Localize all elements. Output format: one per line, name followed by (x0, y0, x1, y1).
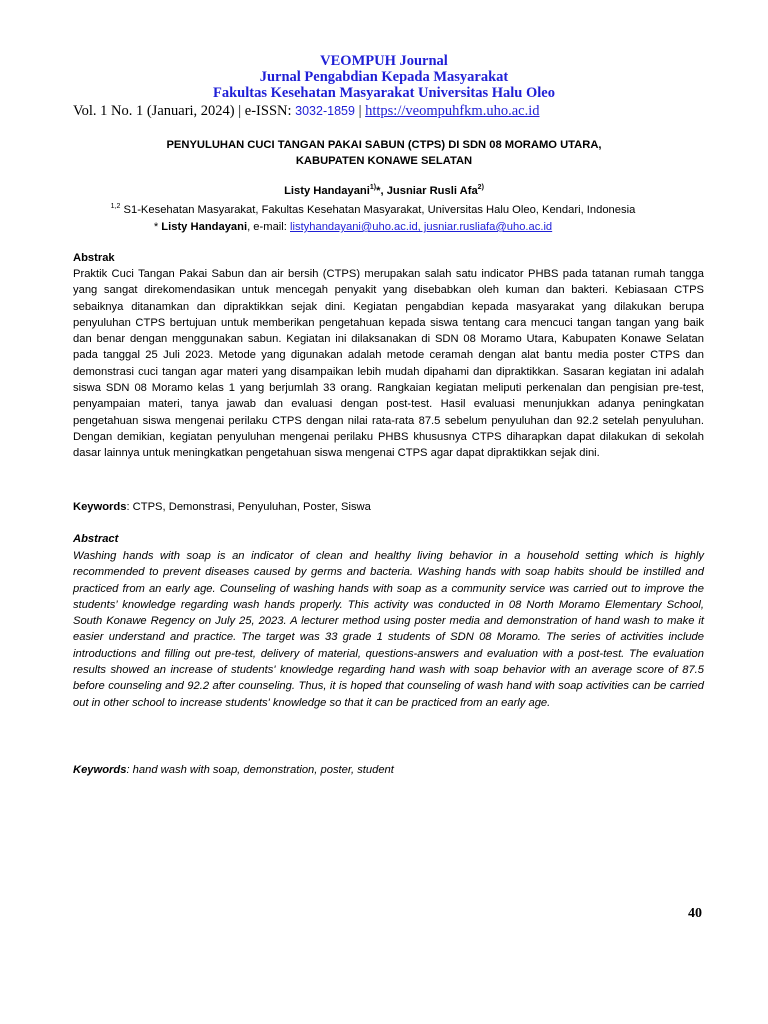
email-line (0, 219, 706, 235)
keywords-en-list: : hand wash with soap, demonstration, poster, student (126, 764, 394, 776)
email-label: , e-mail: (247, 221, 290, 233)
author-1: Listy Handayani (284, 185, 370, 197)
paper-title-line2: KABUPATEN KONAWE SELATAN (295, 155, 473, 167)
page-number: 40 (688, 906, 702, 921)
journal-name: VEOMPUH Journal (320, 53, 448, 69)
abstract-heading: Abstract (73, 533, 119, 545)
author-1-affil-mark: 1) (369, 184, 377, 191)
affiliation-line (0, 202, 746, 218)
affiliation-text: S1-Kesehatan Masyarakat, Fakultas Kesehatan Masyarakat, Universitas Halu Oleo, Kendari, Indonesia (120, 204, 636, 216)
keywords-id (73, 499, 704, 515)
keywords-id-label: Keywords (73, 501, 127, 513)
author-2-affil-mark: 2) (477, 184, 484, 191)
issn-number: 3032-1859 (295, 104, 355, 118)
corresponding-prefix: * (153, 221, 162, 233)
author-2: Jusniar Rusli Afa (386, 185, 478, 197)
abstrak-text: Praktik Cuci Tangan Pakai Sabun dan air bersih (CTPS) merupakan salah satu indicator PHBS pada tatanan rumah tangga yang sangat direkomendasikan untuk mencegah penyakit yang disebabkan oleh kuman dan bakteri. Kebiasaan CTPS sebaiknya ditanamkan dan dipraktikkan sejak dini. Kegiatan pengabdian kepada masyarakat yang dilakukan berupa penyuluhan CTPS bertujuan untuk memberikan pengetahuan kepada siswa tentang cara mencuci tangan tangan yang baik dan benar dengan menggunakan sabun. Kegiatan ini dilaksanakan di SDN 08 Moramo Utara, Kabupaten Konawe Selatan pada tanggal 25 Juli 2023. Metode yang digunakan adalah metode ceramah dengan alat bantu media poster CTPS dan demonstrasi cuci tangan agar materi yang disampaikan lebih mudah dipahami dan dipraktikkan. Sasaran kegiatan ini adalah siswa SDN 08 Moramo kelas 1 yang berjumlah 33 orang. Rangkaian kegiatan meliputi perkenalan dan pengisian pre-test, penyampaian materi, tanya jawab dan evaluasi dengan post-test. Hasil evaluasi menunjukkan adanya peningkatan pengetahuan siswa mengenai perilaku CTPS dengan nilai rata-rata 87.5 sebelum penyuluhan dan 92.2 setelah penyuluhan. Dengan demikian, kegiatan penyuluhan mengenai perilaku PHBS khususnya CTPS diharapkan dapat dilakukan di sekolah dasar lainnya untuk meningkatkan pengetahuan siswa mengenai CTPS agar dapat dipraktikkan sejak dini. (73, 268, 704, 460)
affiliation-mark: 1,2 (110, 203, 121, 210)
author-line (0, 183, 768, 199)
paper-title-line1: PENYULUHAN CUCI TANGAN PAKAI SABUN (CTPS) DI SDN 08 MORAMO UTARA, (166, 139, 602, 151)
abstract-text: Washing hands with soap is an indicator of clean and healthy living behavior in a household setting which is highly recommended to prevent diseases caused by germs and bacteria. Washing hands with soap habits should be instilled and practiced from an early age. Counseling of washing hands with soap as a community service was carried out to improve the students’ knowledge regarding wash hands properly. This activity was conducted in 08 North Moramo Elementary School, South Konawe Regency on July 25, 2023. A lecturer method using poster media and demonstration of hand wash to make it easier understand and practice. The target was 33 grade 1 students of SDN 08 Moramo. The series of activities include introductions and filling out pre-test, delivery of material, questions-answers and evaluation with a post-test. The evaluation results showed an increase of students' knowledge regarding hand wash with soap behavior with an average score of 87.5 before counseling and 92.2 after counseling. Thus, it is hoped that counseling of wash hand with soap activities can be carried out in other school to increase students' knowledge so that it can be practiced from an early age. (73, 550, 704, 709)
keywords-en-label: Keywords (73, 764, 127, 776)
abstrak-heading: Abstrak (73, 252, 115, 264)
corresponding-name: Listy Handayani (161, 221, 248, 233)
email-links[interactable]: listyhandayani@uho.ac.id, jusniar.rusliafa@uho.ac.id (290, 221, 553, 233)
volume-line (73, 103, 539, 120)
keywords-en (73, 762, 704, 778)
url-separator: | (354, 103, 366, 119)
journal-faculty: Fakultas Kesehatan Masyarakat Universitas Halu Oleo (213, 85, 555, 101)
keywords-id-list: : CTPS, Demonstrasi, Penyuluhan, Poster, Siswa (126, 501, 371, 513)
volume-separator: | (234, 103, 245, 119)
issn-label: e-ISSN: (244, 103, 296, 119)
journal-url-link[interactable]: https://veompuhfkm.uho.ac.id (365, 103, 540, 119)
journal-subtitle: Jurnal Pengabdian Kepada Masyarakat (259, 69, 509, 85)
volume-text: Vol. 1 No. 1 (Januari, 2024) (73, 103, 235, 119)
corresponding-mark: *, (376, 185, 387, 197)
